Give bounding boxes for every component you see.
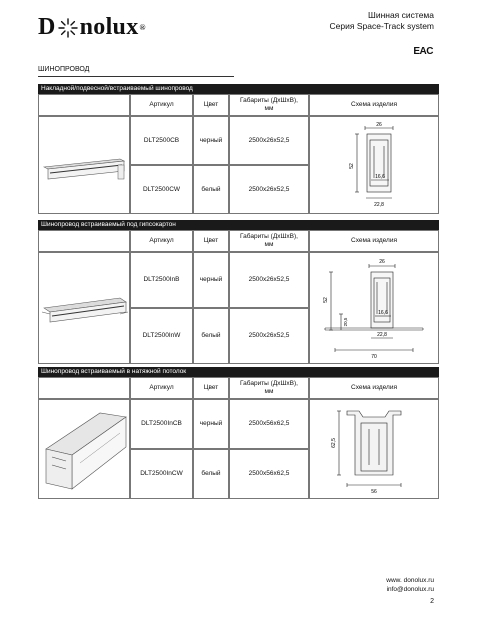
product-photo-cell [38, 116, 130, 214]
footer-email[interactable]: info@donolux.ru [386, 586, 434, 593]
brand-suffix: nolux [79, 14, 139, 40]
dim-side: 52 [349, 163, 355, 169]
header-image-cell [38, 377, 130, 399]
dims-cell: 2500x56x62,5 [229, 399, 309, 449]
brand-reg: ® [139, 23, 146, 32]
col-article-header: Артикул [130, 377, 193, 399]
color-cell: черный [193, 399, 229, 449]
col-scheme-header: Схема изделия [309, 94, 439, 116]
profile-drawing [311, 401, 437, 497]
article-cell: DLT2500InCB [130, 399, 193, 449]
col-dims-header: Габариты (ДхШхВ), мм [229, 94, 309, 116]
col-scheme-header: Схема изделия [309, 377, 439, 399]
dim-inner: 16,6 [378, 310, 388, 316]
col-dims-header: Габариты (ДхШхВ), мм [229, 230, 309, 252]
scheme-cell [309, 399, 439, 499]
group-title: Шинопровод встраиваемый под гипсокартон [38, 220, 439, 230]
header-series: Серия Space-Track system [329, 21, 434, 31]
color-cell: черный [193, 116, 229, 165]
header-image-cell [38, 94, 130, 116]
dim-side: 62,5 [331, 438, 337, 448]
dim-inner: 16,6 [375, 174, 385, 180]
dim-top: 26 [376, 122, 382, 128]
dims-cell: 2500x26x52,5 [229, 165, 309, 214]
profile-drawing [311, 254, 437, 362]
page-number: 2 [430, 598, 434, 605]
article-cell: DLT2500CW [130, 165, 193, 214]
profile-drawing [311, 118, 437, 212]
section-divider [38, 76, 234, 77]
footer-website[interactable]: www. donolux.ru [386, 577, 434, 584]
dim-low: 20,5 [343, 317, 348, 327]
track-photo-icon [40, 278, 128, 338]
col-dims-header: Габариты (ДхШхВ), мм [229, 377, 309, 399]
color-cell: черный [193, 252, 229, 308]
track-photo-icon [40, 135, 128, 195]
product-photo-cell [38, 252, 130, 364]
brand-logo [38, 14, 146, 41]
sun-logo-icon [57, 17, 79, 39]
group-title: Накладной/подвесной/встраиваемый шинопровод [38, 84, 439, 94]
col-article-header: Артикул [130, 94, 193, 116]
section-title: ШИНОПРОВОД [38, 66, 90, 73]
dim-side: 52 [323, 297, 329, 303]
dims-cell: 2500x56x62,5 [229, 449, 309, 499]
dim-bottom: 56 [371, 489, 377, 495]
track-photo-icon [40, 403, 128, 495]
col-article-header: Артикул [130, 230, 193, 252]
article-cell: DLT2500InCW [130, 449, 193, 499]
brand-prefix: D [38, 14, 56, 40]
col-scheme-header: Схема изделия [309, 230, 439, 252]
dim-bottom: 22,8 [377, 332, 387, 338]
col-color-header: Цвет [193, 230, 229, 252]
dims-cell: 2500x26x52,5 [229, 308, 309, 364]
col-color-header: Цвет [193, 94, 229, 116]
dims-cell: 2500x26x52,5 [229, 252, 309, 308]
scheme-cell [309, 252, 439, 364]
dims-cell: 2500x26x52,5 [229, 116, 309, 165]
product-photo-cell [38, 399, 130, 499]
scheme-cell [309, 116, 439, 214]
article-cell: DLT2500CB [130, 116, 193, 165]
color-cell: белый [193, 165, 229, 214]
color-cell: белый [193, 308, 229, 364]
header-image-cell [38, 230, 130, 252]
group-title: Шинопровод встраиваемый в натяжной потолок [38, 367, 439, 377]
article-cell: DLT2500InB [130, 252, 193, 308]
dim-base: 70 [371, 354, 377, 360]
eac-mark: EAC [413, 46, 433, 57]
dim-top: 26 [379, 259, 385, 265]
article-cell: DLT2500InW [130, 308, 193, 364]
col-color-header: Цвет [193, 377, 229, 399]
dim-bottom: 22,8 [374, 202, 384, 208]
header-title: Шинная система [368, 10, 434, 20]
color-cell: белый [193, 449, 229, 499]
